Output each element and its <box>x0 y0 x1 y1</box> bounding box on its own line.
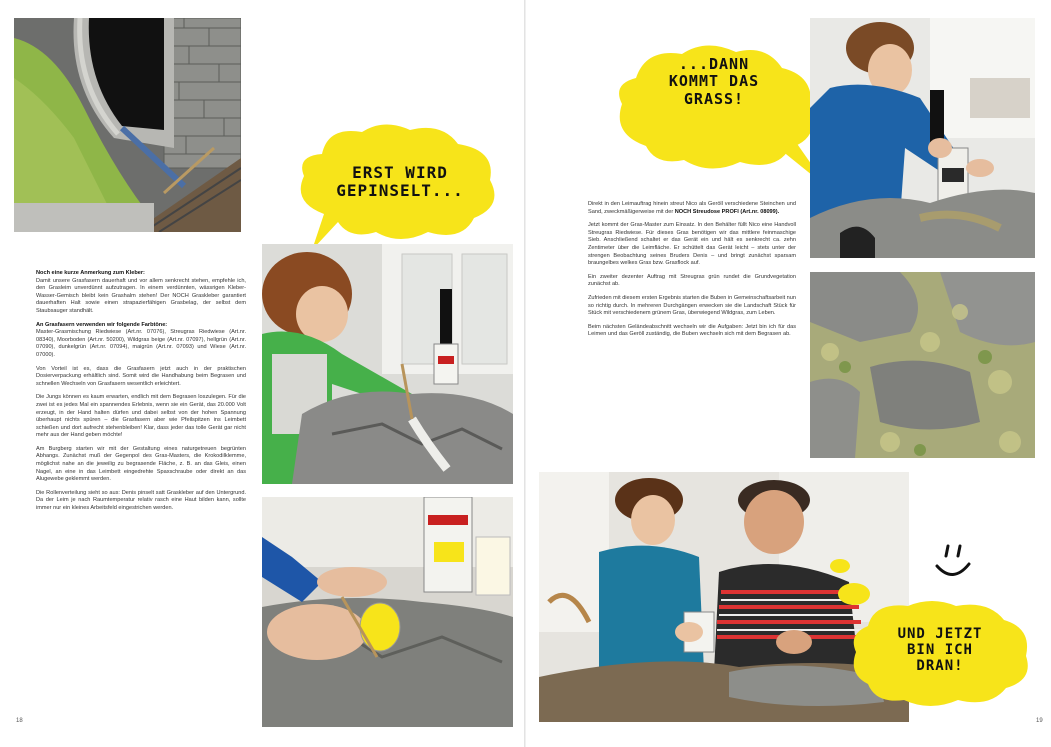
left-text-column <box>36 270 246 519</box>
left-p4: Die Jungs können es kaum erwarten, endlich mit dem Begrasen loszulegen. Für die zwei ist es jedes Mal ein spannendes Erlebnis, wenn sie ein Gerät, das 20.000 Volt erzeugt, in der Hand halten dürfen und dabei selbst von der hohen Spannung überhaupt nichts spüren – die Grasfasern aber wie Pfeilspitzen ins Leimbett schießen und dort aufrecht stehenbleiben! Klar, dass jeder das tolle Gerät gar nicht mehr aus der Hand geben möchte! <box>36 394 246 439</box>
bubble-left-line1: ERST WIRD <box>352 163 448 182</box>
left-p6: Die Rollenverteilung sieht so aus: Denis pinselt satt Graskleber auf den Untergrund. Da der Leim je nach Raumtemperatur relativ rasch eine Haut bilden kann, sollte immer nur ein kleines Arbeitsfeld eingestrichen werden. <box>36 489 246 512</box>
bubble-left-line2: GEPINSELT... <box>336 181 464 201</box>
right-page <box>526 0 1051 747</box>
bubble-right-top-line1: ...DANN <box>678 55 750 73</box>
right-p1-bold: NOCH Streudose PROFI (Art.nr. 08099). <box>674 208 780 215</box>
tunnel-photo <box>14 18 241 232</box>
left-p1: Damit unsere Grasfasern dauerhaft und vor allem senkrecht stehen, empfehle ich, den Grasleim unverdünnt aufzutragen. In einem verdünnten, wässrigen Kleber-Wasser-Gemisch bleibt kein Grashalm stehen! Der NOCH Graskleber garantiert dauerhaften Halt sowie einen strapazierfähigen Grasbelag, der selbst dem Staubsauger standhält. <box>36 277 246 314</box>
bubble-right-top-line3: GRASS! <box>683 89 745 108</box>
bubble-right-bottom-line1: UND JETZT <box>897 626 983 642</box>
left-p3: Von Vorteil ist es, dass die Grasfasern jetzt auch in der praktischen Dosierverpackung erhältlich sind. Somit wird die Handhabung beim Begrasen und schnellen Wechseln von Grasfasern wesentlich erleichtert. <box>36 365 246 387</box>
right-text-column <box>588 201 796 345</box>
speech-bubble-right-bottom-text <box>860 626 1020 674</box>
hands-glue-photo <box>262 497 513 727</box>
bubble-right-bottom-line2: BIN ICH <box>906 642 973 659</box>
speech-bubble-left-text <box>310 164 490 201</box>
grass-closeup-photo <box>810 272 1035 458</box>
bubble-right-top-line2: KOMMT DAS <box>668 72 760 91</box>
page-number-left: 18 <box>16 718 23 724</box>
boy-painting-photo <box>262 244 513 484</box>
boy-grasmaster-photo <box>810 18 1035 258</box>
left-p1-heading: Noch eine kurze Anmerkung zum Kleber: <box>36 270 145 276</box>
page-number-right: 19 <box>1036 718 1043 724</box>
right-p4: Zufrieden mit diesem ersten Ergebnis starten die Buben in Gemeinschaftsarbeit nun so richtig durch. In mehreren Durchgängen erwecken sie die Landschaft Stück für Stück mit verschiedenem grünem Gras, überwiegend Wildgras, zum Leben. <box>588 294 797 317</box>
left-p5: Am Burgberg starten wir mit der Gestaltung eines naturgetreuen begrünten Abhangs. Zunächst muß der Gegenpol des Gras-Masters, die Krokodilklemme, möglichst nahe an die jeweilig zu begrasende Fläche, z. B. an das Gleis, einen Nagel, an eine in das Leimbett eingedrehte Spaxschraube oder direkt an das Alugewebe geklemmt werden. <box>36 445 246 483</box>
right-p5: Beim nächsten Geländeabschnitt wechseln wir die Aufgaben: Jetzt bin ich für das Leimen und das Geröll zuständig, die Buben wechseln sich mit dem Begrasen ab. <box>588 323 796 338</box>
left-p2: Master-Grasmischung Riedwiese (Art.nr. 07076), Streugras Riedwiese (Art.nr. 08340), Moorboden (Art.nr. 50200), Wildgras beige (Art.nr. 07097), hellgrün (Art.nr. 07090), dunkelgrün (Art.nr. 07094), maigrün (Art.nr. 07093) und Wiese (Art.nr. 07000). <box>36 329 246 358</box>
speech-bubble-right-top-text <box>624 56 804 108</box>
right-p2: Jetzt kommt der Gras-Master zum Einsatz. In den Behälter füllt Nico eine Handvoll Streugras Riedwiese. Für dieses Gras benötigen wir das mittlere feinmaschige Sieb. Anschließend schaltet er das Gerät ein und hält es senkrecht ca. zehn Zentimeter über die Leimfläche. Er schüttelt das Gerät leicht – stets unter der strengen Beobachtung seines Bruders Denis – und bringt zunächst sparsam braungelbes welkes Gras bzw. Grasflock auf. <box>588 222 796 267</box>
bubble-right-bottom-line3: DRAN! <box>916 658 964 675</box>
right-p3: Ein zweiter dezenter Auftrag mit Streugras grün rundet die Grundvegetation zunächst ab. <box>588 273 796 288</box>
left-p2-heading: An Grasfasern verwenden wir folgende Farbtöne: <box>36 321 168 328</box>
right-p1-start: Direkt in den Leimauftrag hinein streut Nico als Geröll verschiedene Steinchen und Sand, zweckmäßigerweise mit der <box>588 201 796 215</box>
